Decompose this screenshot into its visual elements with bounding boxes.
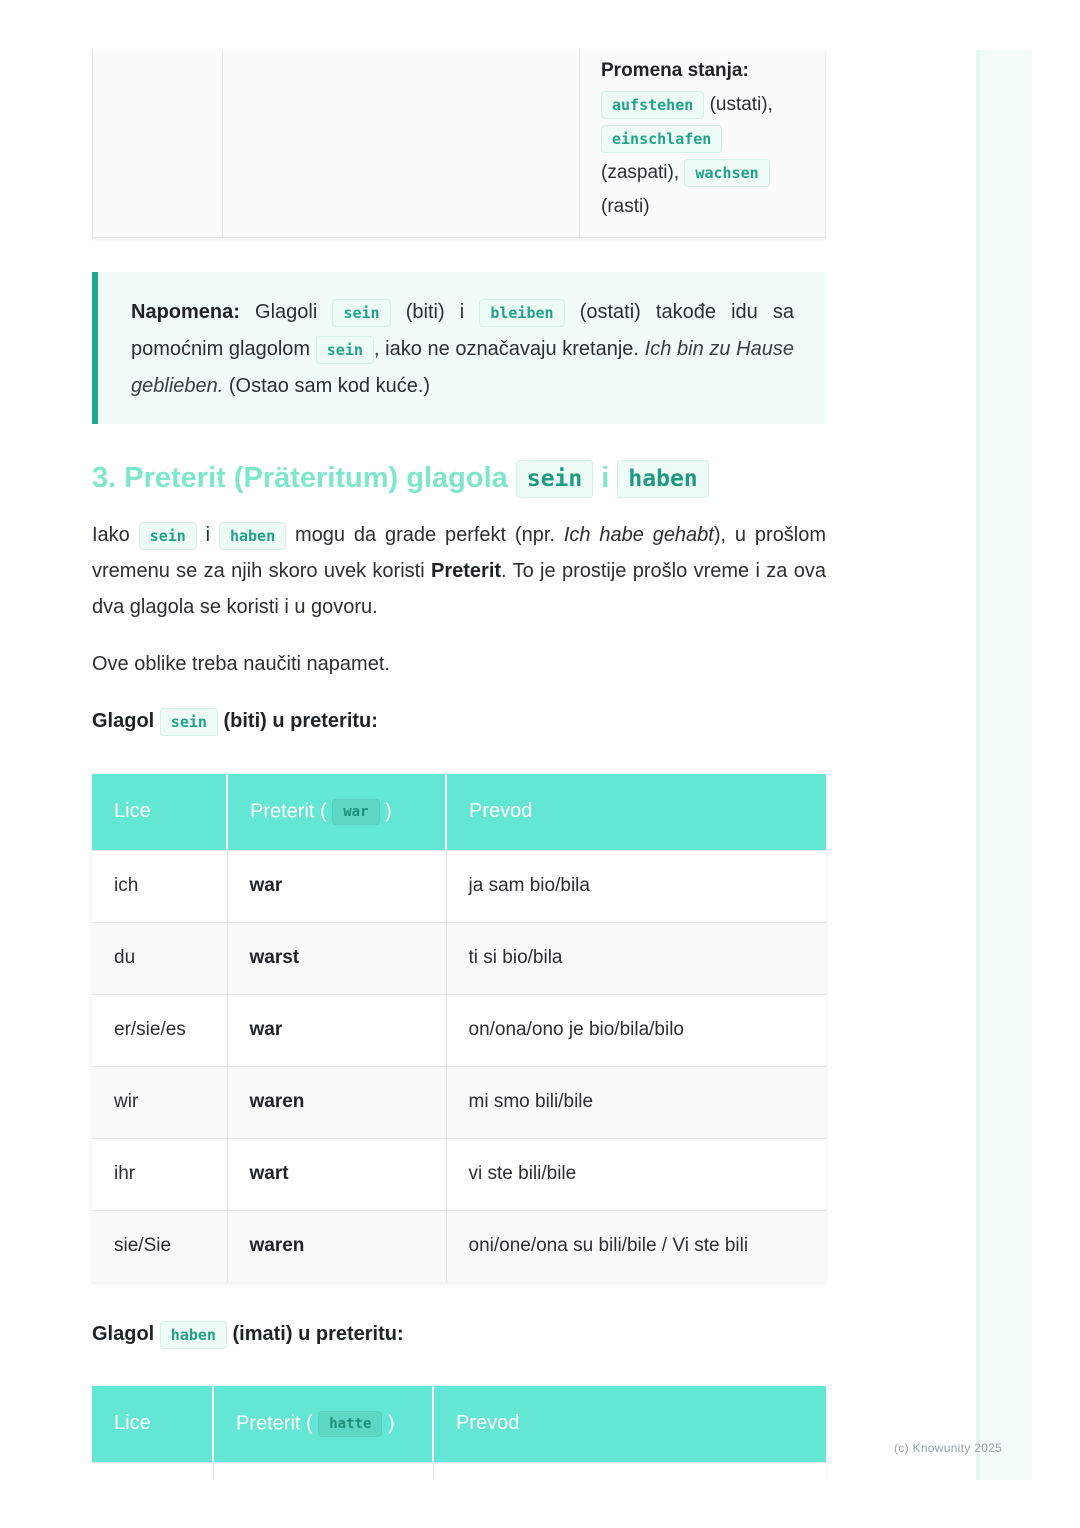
cell-form: warst bbox=[227, 922, 446, 994]
cell-form: wart bbox=[227, 1138, 446, 1210]
header-preterit bbox=[213, 1386, 433, 1462]
table-cell bbox=[223, 50, 580, 237]
cell-form: waren bbox=[227, 1210, 446, 1282]
table-row bbox=[92, 1462, 826, 1480]
table-row bbox=[92, 1138, 826, 1210]
cell-form bbox=[213, 1462, 433, 1480]
cell-prevod: ja sam bio/bila bbox=[446, 850, 826, 922]
header-text: Preterit ( bbox=[236, 1412, 313, 1435]
conjugation-table-sein bbox=[92, 774, 826, 1282]
header-prevod: Prevod bbox=[446, 774, 826, 850]
conjugation-table-haben bbox=[92, 1386, 826, 1480]
code-sein: sein bbox=[316, 336, 374, 364]
note-translation: (Ostao sam kod kuće.) bbox=[228, 375, 431, 397]
subheading-sein bbox=[92, 703, 378, 739]
para-text: mogu da grade perfekt (npr. bbox=[294, 524, 555, 546]
code-bleiben: bleiben bbox=[479, 299, 564, 327]
cell-lice: sie/Sie bbox=[92, 1210, 227, 1282]
table-header-row bbox=[92, 774, 826, 850]
heading-text: 3. Preterit (Präteritum) glagola bbox=[92, 462, 508, 494]
header-text: ) bbox=[385, 800, 392, 823]
cell-lice: du bbox=[92, 922, 227, 994]
cell-prevod: mi smo bili/bile bbox=[446, 1066, 826, 1138]
header-prevod: Prevod bbox=[433, 1386, 826, 1462]
note-example: Ich bin zu Hause geblieben. bbox=[131, 338, 794, 397]
verb-meaning: (zaspati), bbox=[601, 162, 680, 183]
cell-lice: er/sie/es bbox=[92, 994, 227, 1066]
state-change-heading: Promena stanja: bbox=[601, 60, 749, 81]
cell-lice: ich bbox=[92, 850, 227, 922]
code-haben: haben bbox=[160, 1321, 227, 1349]
cell-prevod: oni/one/ona su bili/bile / Vi ste bili bbox=[446, 1210, 826, 1282]
section-heading bbox=[92, 456, 709, 500]
cell-lice bbox=[92, 1462, 213, 1480]
note-text: (biti) i bbox=[405, 301, 465, 323]
note-box bbox=[92, 272, 826, 424]
code-hatte: hatte bbox=[318, 1411, 382, 1437]
table-row bbox=[92, 994, 826, 1066]
cell-form: waren bbox=[227, 1066, 446, 1138]
para-example: Ich habe gehabt bbox=[563, 524, 714, 546]
verb-code: wachsen bbox=[684, 159, 769, 187]
paragraph bbox=[92, 517, 826, 625]
verb-code: einschlafen bbox=[601, 125, 722, 153]
cell-prevod: vi ste bili/bile bbox=[446, 1138, 826, 1210]
table-clip bbox=[92, 1386, 832, 1480]
verb-meaning: (ustati), bbox=[709, 94, 773, 115]
footer-copyright: (c) Knowunity 2025 bbox=[894, 1441, 1003, 1455]
para-text: . To je prostije prošlo vreme i za ova dva glagola se koristi i u govoru. bbox=[92, 560, 826, 618]
header-text: Preterit ( bbox=[250, 800, 327, 823]
cell-prevod: ti si bio/bila bbox=[446, 922, 826, 994]
code-sein: sein bbox=[332, 299, 390, 327]
code-war: war bbox=[332, 799, 379, 825]
cell-lice: ihr bbox=[92, 1138, 227, 1210]
table-row bbox=[92, 922, 826, 994]
code-sein: sein bbox=[516, 460, 593, 498]
note-text: Glagoli bbox=[255, 301, 318, 323]
code-haben: haben bbox=[617, 460, 708, 498]
code-sein: sein bbox=[160, 708, 218, 736]
table-fragment bbox=[92, 50, 826, 238]
para-text: i bbox=[205, 524, 211, 546]
para-text: ), u prošlom vremenu se za njih skoro uvek koristi bbox=[92, 524, 827, 582]
table-row bbox=[92, 1210, 826, 1282]
cell-prevod bbox=[433, 1462, 826, 1480]
para-text: Iako bbox=[92, 524, 130, 546]
header-lice: Lice bbox=[92, 774, 227, 850]
heading-text: i bbox=[601, 462, 610, 494]
note-label: Napomena: bbox=[131, 301, 240, 323]
note-text: (ostati) takođe idu sa pomoćnim glagolom bbox=[131, 301, 795, 360]
table-row bbox=[92, 1066, 826, 1138]
cell-lice: wir bbox=[92, 1066, 227, 1138]
header-text: ) bbox=[387, 1412, 395, 1435]
table-cell-state-change bbox=[581, 50, 827, 224]
cell-form: war bbox=[227, 850, 446, 922]
table-header-row bbox=[92, 1386, 826, 1462]
para-bold: Preterit bbox=[431, 560, 502, 582]
subheading-haben bbox=[92, 1316, 404, 1352]
header-preterit bbox=[227, 774, 446, 850]
cell-form: war bbox=[227, 994, 446, 1066]
cell-prevod: on/ona/ono je bio/bila/bilo bbox=[446, 994, 826, 1066]
sub-text: Glagol bbox=[92, 710, 155, 732]
table-row bbox=[92, 850, 826, 922]
table-cell bbox=[93, 50, 223, 237]
verb-meaning: (rasti) bbox=[601, 196, 650, 217]
sub-text: (biti) u preteritu: bbox=[223, 710, 378, 732]
note-text: , iako ne označavaju kretanje. bbox=[373, 338, 639, 360]
code-sein: sein bbox=[139, 522, 197, 550]
sub-text: (imati) u preteritu: bbox=[232, 1323, 404, 1345]
code-haben: haben bbox=[219, 522, 286, 550]
paragraph: Ove oblike treba naučiti napamet. bbox=[92, 653, 390, 675]
verb-code: aufstehen bbox=[601, 91, 704, 119]
header-lice: Lice bbox=[92, 1386, 213, 1462]
side-rail bbox=[976, 50, 1032, 1480]
sub-text: Glagol bbox=[92, 1323, 155, 1345]
